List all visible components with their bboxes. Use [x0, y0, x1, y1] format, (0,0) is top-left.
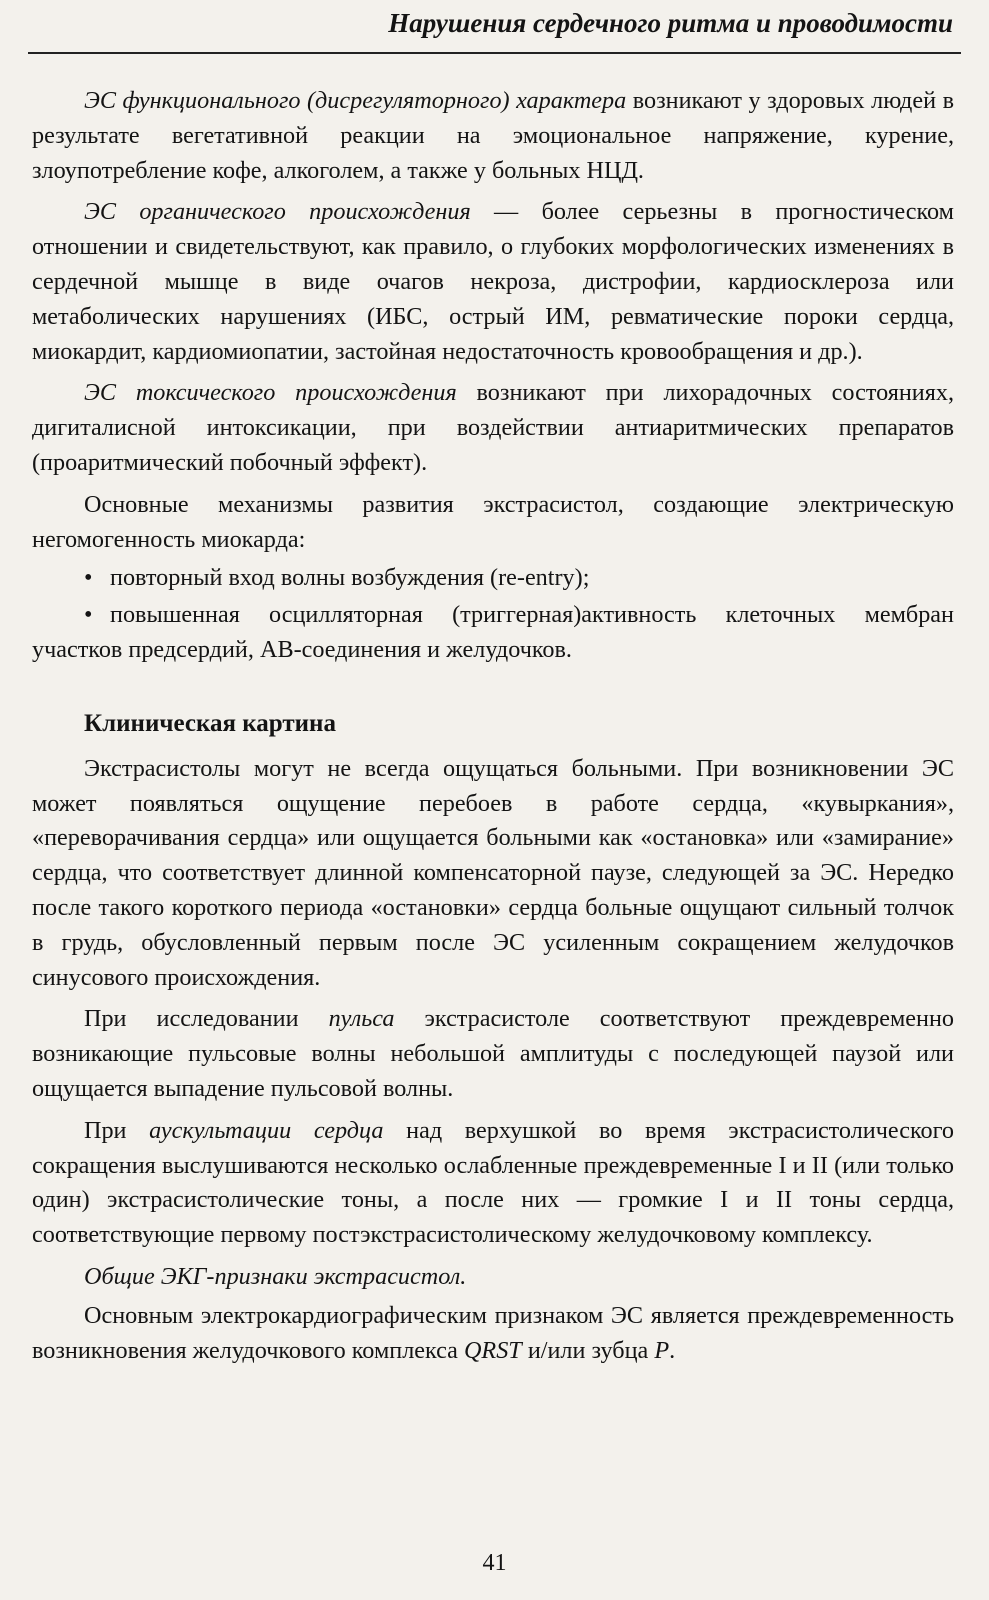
- paragraph-text: — более серьезны в прогностическом отношении и свидетельствуют, как правило, о глубоких морфологических изменениях в сердечной мышце в виде очагов некроза, дистрофии, кардиосклероза или метаболических нарушениях (ИБС, острый ИМ, ревматические пороки сердца, миокардит, кардиомиопатии, застойная недостаточность кровообращения и др.).: [32, 198, 954, 365]
- page-number: 41: [482, 1550, 507, 1576]
- paragraph-text: возникают у здоровых людей в результате вегетативной реакции на эмоциональное напряжение, курение, злоупотребление кофе, алкоголем, а также у больных НЦД.: [32, 87, 954, 184]
- paragraph-ecg: [32, 1299, 954, 1369]
- paragraph-end: .: [669, 1336, 676, 1364]
- paragraph-symptoms: [32, 752, 954, 996]
- paragraph-organic-es: [32, 195, 954, 369]
- paragraph-toxic-es: [32, 376, 954, 480]
- paragraph-functional-es: [32, 84, 954, 188]
- paragraph-pulse: [32, 1002, 954, 1106]
- term-qrst: QRST: [463, 1336, 522, 1364]
- list-item: [32, 598, 954, 668]
- paragraph-text: над верхушкой во время экстрасистолического сокращения выслушиваются несколько ослабленные преждевременные I и II (или только один) экстрасистолические тоны, а после них — громкие I и II тоны сердца, соответствующие первому постэкстрасистолическому желудочковому комплексу.: [32, 1116, 954, 1249]
- list-item: [32, 561, 954, 596]
- term-auscultation: аускультации сердца: [149, 1116, 384, 1144]
- list-item-text: повышенная осцилляторная (триггерная)активность клеточных мембран участков предсердий, АВ-соединения и желудочков.: [32, 601, 954, 663]
- paragraph-mid: и/или зубца: [521, 1336, 655, 1364]
- paragraph-text: Основные механизмы развития экстрасистол, создающие электрическую негомогенность миокарда:: [32, 490, 954, 553]
- paragraph-text: Экстрасистолы могут не всегда ощущаться больными. При возникновении ЭС может появляться ощущение перебоев в работе сердца, «кувыркания», «переворачивания сердца» или ощущается больными как «остановка» или «замирание» сердца, что соответствует длинной компенсаторной паузе, следующей за ЭС. Нередко после такого короткого периода «остановки» сердца больные ощущают сильный толчок в грудь, обусловленный первым после ЭС усиленным сокращением желудочков синусового происхождения.: [32, 754, 954, 991]
- paragraph-pre: При: [84, 1116, 150, 1144]
- paragraph-text: экстрасистоле соответствуют преждевременно возникающие пульсовые волны небольшой амплитуды с последующей паузой или ощущается выпадение пульсовой волны.: [32, 1005, 954, 1102]
- page-body: [32, 84, 954, 1375]
- paragraph-text: Основным электрокардиографическим признаком ЭС является преждевременность возникновения желудочкового комплекса: [32, 1301, 954, 1364]
- header-rule: [28, 52, 961, 54]
- bullet-icon: •: [84, 564, 93, 592]
- paragraph-mechanisms: [32, 488, 954, 558]
- section-title: Клиническая картина: [84, 709, 336, 737]
- running-head: Нарушения сердечного ритма и проводимости: [388, 8, 953, 38]
- term-toxic-es: ЭС токсического происхождения: [84, 379, 457, 407]
- term-p-wave: P: [654, 1336, 670, 1364]
- mechanisms-list: [32, 561, 954, 667]
- ecg-signs-heading: Общие ЭКГ-признаки экстрасистол.: [84, 1262, 467, 1290]
- paragraph-auscultation: [32, 1114, 954, 1253]
- term-functional-es: ЭС функционального (дисрегуляторного) характера: [84, 87, 627, 114]
- term-organic-es: ЭС органического происхождения: [84, 198, 471, 226]
- list-item-text: повторный вход волны возбуждения (re-entry);: [110, 564, 590, 592]
- paragraph-pre: При исследовании: [84, 1005, 329, 1033]
- paragraph-text: возникают при лихорадочных состояниях, дигиталисной интоксикации, при воздействии антиаритмических препаратов (проаритмический побочный эффект).: [32, 379, 954, 476]
- term-pulse: пульса: [328, 1005, 395, 1033]
- bullet-icon: •: [84, 601, 93, 629]
